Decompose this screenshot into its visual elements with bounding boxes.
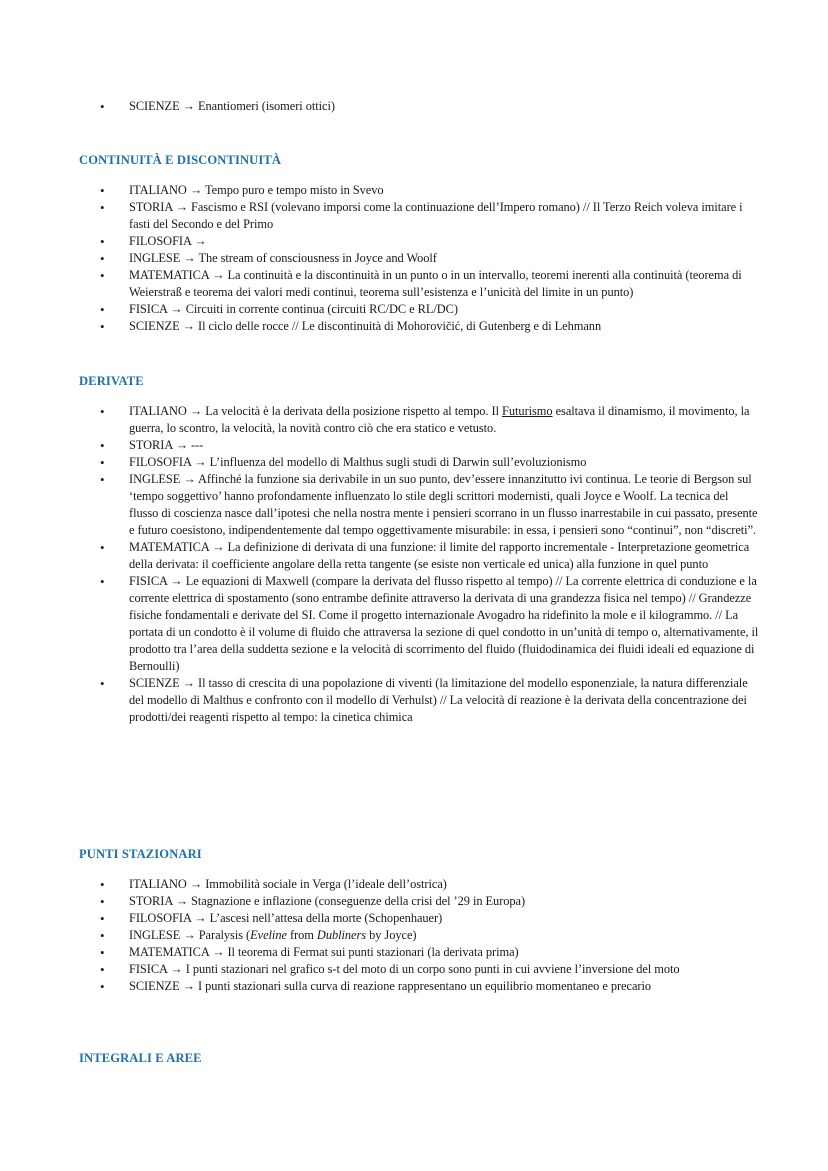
derivate-list [100,403,760,726]
inglese-text-b: from [286,928,317,942]
list-item: • ITALIANO → Immobilità sociale in Verga (l’ideale dell’ostrica) [100,876,760,893]
list-item: • MATEMATICA → Il teorema di Fermat sui punti stazionari (la derivata prima) [100,944,760,961]
list-item: • MATEMATICA → La continuità e la discontinuità in un punto o in un intervallo, teoremi inerenti alla continuità (teorema di Weierstraß e teorema dei valori medi continui, teorema sull’esistenza e l’unicità del limite in un punto) [100,267,760,301]
list-item [100,927,760,944]
list-item: • INGLESE → Affinché la funzione sia derivabile in un suo punto, dev’essere innanzitutto ivi continua. Le teorie di Bergson sul ‘tempo soggettivo’ hanno profondamente influenzato lo stile degli scrittori modernisti, quali Joyce e Woolf. La tecnica del flusso di coscienza nasce dall’ipotesi che nella nostra mente i pensieri scorrano in un flusso inarrestabile in cui passato, presente e futuro coesistono, indipendentemente dal tempo oggettivamente misurabile: in essa, i pensieri sono “continui”, non “discreti”. [100,471,760,539]
section-heading-derivate: DERIVATE [79,374,144,388]
list-item: • STORIA → --- [100,437,760,454]
list-item: • STORIA → Stagnazione e inflazione (conseguenze della crisi del ’29 in Europa) [100,893,760,910]
eveline-title: Eveline [250,928,287,942]
list-item: • FISICA → Circuiti in corrente continua (circuiti RC/DC e RL/DC) [100,301,760,318]
italiano-text-b: esaltava il dinamismo, il movimento, la guerra, lo scontro, la velocità, la novità contro ciò che era statico e vetusto. [129,404,750,435]
list-item [100,403,760,437]
list-item: • FISICA → Le equazioni di Maxwell (compare la derivata del flusso rispetto al tempo) // La corrente elettrica di conduzione e la corrente elettrica di spostamento (sono entrambe definite attraverso la derivata di una grandezza fisica nel tempo) // Grandezze fisiche fondamentali e derivate del SI. Come il progetto internazionale Avogadro ha ridefinito la mole e il kilogrammo. // La portata di un condotto è il volume di fluido che attraversa la sezione di quel condotto in un’unità di tempo o, alternativamente, il prodotto tra l’area della suddetta sezione e la velocità di scorrimento del fluido (fluidodinamica dei fluidi ideali ed equazione di Bernoulli) [100,573,760,675]
inglese-text-c: by Joyce) [366,928,417,942]
list-item: • FILOSOFIA → L’influenza del modello di Malthus sugli studi di Darwin sull’evoluzionismo [100,454,760,471]
section-heading-continuita: CONTINUITÀ E DISCONTINUITÀ [79,153,282,167]
punti-list [100,876,760,995]
dubliners-title: Dubliners [316,928,367,942]
list-item: • FILOSOFIA → L’ascesi nell’attesa della morte (Schopenhauer) [100,910,760,927]
list-item: • FILOSOFIA → [100,233,760,250]
list-item: • STORIA → Fascismo e RSI (volevano imporsi come la continuazione dell’Impero romano) // Il Terzo Reich voleva imitare i fasti del Secondo e del Primo [100,199,760,233]
list-item: • ITALIANO → Tempo puro e tempo misto in Svevo [100,182,760,199]
intro-list [100,98,760,115]
inglese-text-a: INGLESE → Paralysis ( [129,928,251,942]
section-heading-integrali: INTEGRALI E AREE [79,1051,202,1065]
list-item: • SCIENZE → Il ciclo delle rocce // Le discontinuità di Mohorovičić, di Gutenberg e di Lehmann [100,318,760,335]
list-item: • FISICA → I punti stazionari nel grafico s-t del moto di un corpo sono punti in cui avviene l’inversione del moto [100,961,760,978]
list-item: • MATEMATICA → La definizione di derivata di una funzione: il limite del rapporto incrementale - Interpretazione geometrica della derivata: il coefficiente angolare della retta tangente (se esiste non verticale ed unica) alla funzione in quel punto [100,539,760,573]
list-item: • SCIENZE → I punti stazionari sulla curva di reazione rappresentano un equilibrio momentaneo e precario [100,978,760,995]
italiano-text-a: ITALIANO → La velocità è la derivata della posizione rispetto al tempo. Il [129,404,503,418]
continuita-list [100,182,760,335]
list-item: • INGLESE → The stream of consciousness in Joyce and Woolf [100,250,760,267]
futurismo-link[interactable]: Futurismo [502,404,553,418]
section-heading-punti-stazionari: PUNTI STAZIONARI [79,847,202,861]
list-item: • SCIENZE → Enantiomeri (isomeri ottici) [100,98,760,115]
list-item: • SCIENZE → Il tasso di crescita di una popolazione di viventi (la limitazione del modello esponenziale, la natura differenziale del modello di Malthus e confronto con il modello di Verhulst) // La velocità di reazione è la derivata della concentrazione dei prodotti/dei reagenti rispetto al tempo: la cinetica chimica [100,675,760,726]
